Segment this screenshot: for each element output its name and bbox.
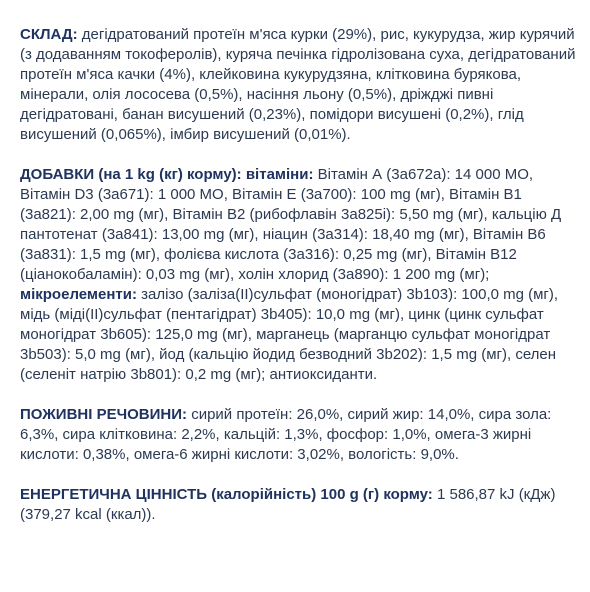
composition-heading: СКЛАД: [20,26,78,43]
energy-section [20,485,580,525]
energy-text: 1 586,87 kJ (кДж) (379,27 kcal (ккал)). [20,486,556,523]
additives-heading: ДОБАВКИ (на 1 kg (кг) корму): [20,166,242,183]
minerals-text: залізо (заліза(II)сульфат (моногідрат) 3b103): 100,0 mg (мг), мідь (міді(II)сульфат (пентагідрат) 3b405): 10,0 mg (мг), цинк (цинк сульфат моногідрат 3b605): 125,0 mg (мг), марганець (марганцю сульфат моногідрат 3b503): 5,0 mg (мг), йод (кальцію йодид безводний 3b202): 1,5 mg (мг), селен (селеніт натрію 3b801): 0,2 mg (мг); антиоксиданти. [20,286,559,383]
nutrients-section [20,405,580,465]
nutrients-text: сирий протеїн: 26,0%, сирий жир: 14,0%, сира зола: 6,3%, сира клітковина: 2,2%, кальцій: 1,3%, фосфор: 1,0%, омега-3 жирні кислоти: 0,38%, омега-6 жирні кислоти: 3,02%, вологість: 9,0%. [20,406,552,463]
vitamins-label: вітаміни: [241,166,314,183]
nutrients-heading: ПОЖИВНІ РЕЧОВИНИ: [20,406,188,423]
composition-text: дегідратований протеїн м'яса курки (29%), рис, кукурудза, жир курячий (з додаванням токоферолів), куряча печінка гідролізована суха, дегідратований протеїн м'яса качки (4%), клейковина кукурудзяна, клітковина бурякова, мінерали, олія лососева (0,5%), насіння льону (0,5%), дріжджі пивні дегідратовані, банан висушений (0,23%), помідори висушені (0,2%), глід висушений (0,065%), імбир висушений (0,01%). [20,26,576,143]
ingredients-label [20,25,580,525]
energy-heading: ЕНЕРГЕТИЧНА ЦІННІСТЬ (калорійність) 100 g (г) корму: [20,486,433,503]
minerals-label: мікроелементи: [20,286,137,303]
vitamins-text: Вітамін А (3а672а): 14 000 МО, Вітамін D3 (3а671): 1 000 МО, Вітамін Е (3а700): 100 mg (мг), Вітамін В1 (3а821): 2,00 mg (мг), Вітамін В2 (рибофлавін 3а825i): 5,50 mg (мг), кальцію Д пантотенат (3а841): 13,00 mg (мг), ніацин (3а314): 18,40 mg (мг), Вітамін В6 (3а831): 1,5 mg (мг), фолієва кислота (3а316): 0,25 mg (мг), Вітамін В12 (ціанокобаламін): 0,03 mg (мг), холін хлорид (3а890): 1 200 mg (мг); [20,166,562,283]
additives-section [20,165,580,385]
composition-section [20,25,580,145]
